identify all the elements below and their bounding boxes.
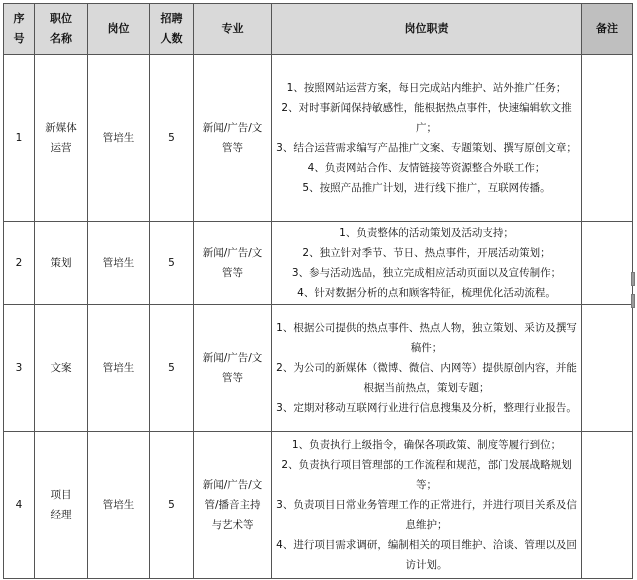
cell-title: 策划 (35, 222, 88, 305)
cell-seq: 1 (4, 55, 35, 222)
header-post: 岗位 (88, 4, 150, 55)
cell-title: 新媒体运营 (35, 55, 88, 222)
duty-line: 2、对时事新闻保持敏感性，能根据热点事件，快速编辑软文推广； (281, 102, 572, 134)
cell-duties (272, 55, 582, 222)
job-table (3, 3, 633, 579)
cell-seq: 2 (4, 222, 35, 305)
header-seq: 序号 (4, 4, 35, 55)
cell-major: 新闻/广告/文管/播音主持与艺术等 (194, 432, 272, 579)
cell-count: 5 (150, 432, 194, 579)
cell-seq: 3 (4, 305, 35, 432)
cell-duties (272, 222, 582, 305)
header-major: 专业 (194, 4, 272, 55)
table-row (4, 305, 633, 432)
duty-line: 2、独立针对季节、节日、热点事件，开展活动策划； (302, 247, 551, 259)
cell-post: 管培生 (88, 432, 150, 579)
duty-line: 5、按照产品推广计划，进行线下推广，互联网传播。 (302, 182, 551, 194)
cell-major: 新闻/广告/文管等 (194, 222, 272, 305)
duty-line: 1、负责整体的活动策划及活动支持； (339, 227, 514, 239)
cell-count: 5 (150, 305, 194, 432)
duty-line: 4、针对数据分析的点和顾客特征，梳理优化活动流程。 (297, 287, 556, 299)
cell-post: 管培生 (88, 55, 150, 222)
table-row (4, 432, 633, 579)
cell-remark (582, 55, 633, 222)
cell-count: 5 (150, 222, 194, 305)
scroll-handle[interactable] (631, 294, 635, 308)
duty-line: 2、负责执行项目管理部的工作流程和规范，部门发展战略规划等； (281, 459, 572, 491)
duty-line: 2、为公司的新媒体（微博、微信、内网等）提供原创内容，并能根据当前热点，策划专题； (276, 362, 577, 394)
cell-remark (582, 432, 633, 579)
duty-line: 4、负责网站合作、友情链接等资源整合外联工作； (307, 162, 546, 174)
cell-title: 文案 (35, 305, 88, 432)
scroll-handle[interactable] (631, 272, 635, 286)
header-count: 招聘人数 (150, 4, 194, 55)
cell-major: 新闻/广告/文管等 (194, 305, 272, 432)
duty-line: 4、进行项目需求调研，编制相关的项目维护、洽谈、管理以及回访计划。 (276, 539, 577, 571)
header-duties: 岗位职责 (272, 4, 582, 55)
duty-line: 1、按照网站运营方案，每日完成站内维护、站外推广任务； (286, 82, 567, 94)
cell-count: 5 (150, 55, 194, 222)
cell-title: 项目经理 (35, 432, 88, 579)
duty-line: 3、定期对移动互联网行业进行信息搜集及分析，整理行业报告。 (276, 402, 577, 414)
cell-post: 管培生 (88, 305, 150, 432)
duty-line: 1、根据公司提供的热点事件、热点人物，独立策划、采访及撰写稿件； (276, 322, 577, 354)
cell-duties (272, 305, 582, 432)
header-remark: 备注 (582, 4, 633, 55)
duty-line: 3、负责项目日常业务管理工作的正常进行，并进行项目关系及信息维护； (276, 499, 577, 531)
table-row (4, 222, 633, 305)
cell-post: 管培生 (88, 222, 150, 305)
cell-remark (582, 222, 633, 305)
duty-line: 1、负责执行上级指令，确保各项政策、制度等履行到位； (291, 439, 562, 451)
table-row (4, 55, 633, 222)
table-header-row (4, 4, 633, 55)
duty-line: 3、参与活动选品，独立完成相应活动页面以及宣传制作； (291, 267, 562, 279)
header-title: 职位名称 (35, 4, 88, 55)
cell-seq: 4 (4, 432, 35, 579)
cell-remark (582, 305, 633, 432)
cell-duties (272, 432, 582, 579)
duty-line: 3、结合运营需求编写产品推广文案、专题策划、撰写原创文章； (276, 142, 577, 154)
cell-major: 新闻/广告/文管等 (194, 55, 272, 222)
